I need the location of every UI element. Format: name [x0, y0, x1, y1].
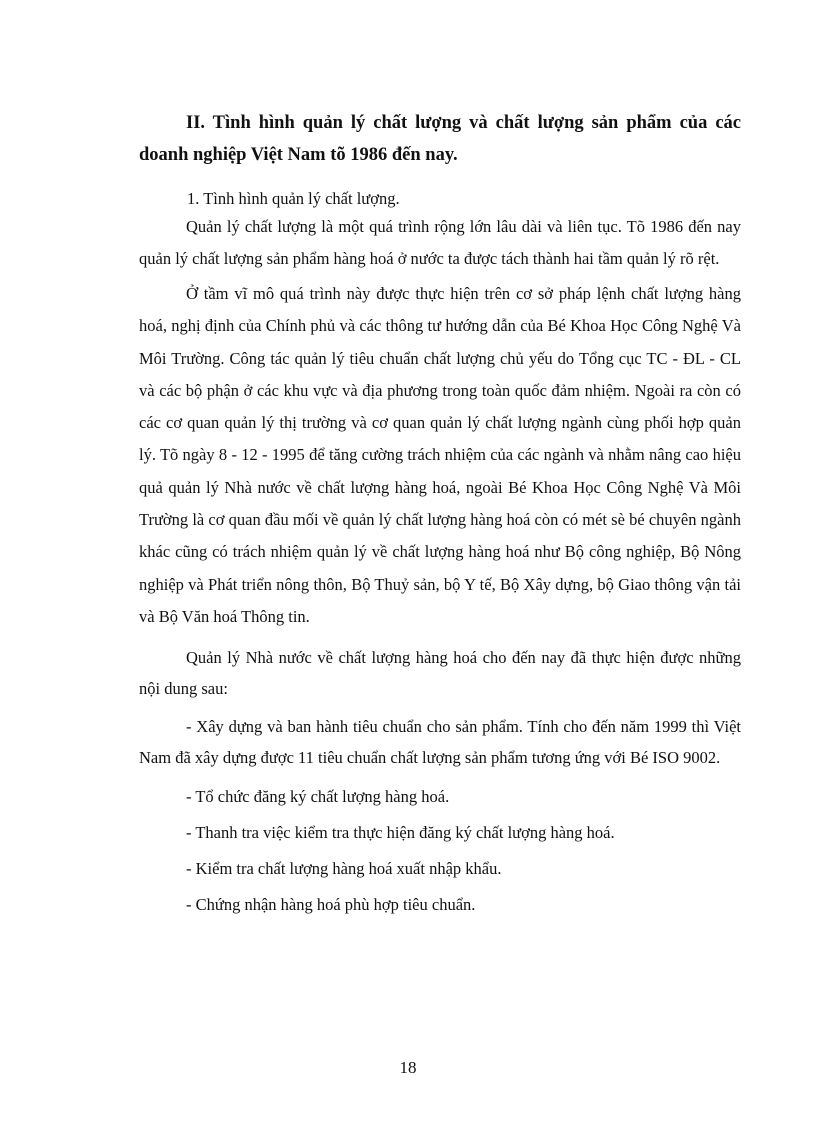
paragraph-state-management: Quản lý Nhà nước về chất lượng hàng hoá cho đến nay đã thực hiện được những nội dung sau:: [139, 648, 741, 699]
list-item-registration: - Tổ chức đăng ký chất lượng hàng hoá.: [186, 787, 450, 807]
list-item-certification: - Chứng nhận hàng hoá phù hợp tiêu chuẩn.: [186, 895, 476, 915]
section-heading: II. Tình hình quản lý chất lượng và chất lượng sản phẩm của các doanh nghiệp Việt Nam tõ 1986 đến nay.: [139, 113, 741, 165]
paragraph-intro: Quản lý chất lượng là một quá trình rộng lớn lâu dài và liên tục. Tõ 1986 đến nay quản lý chất lượng sản phẩm hàng hoá ở nước ta được tách thành hai tầm quản lý rõ rệt.: [139, 217, 741, 268]
list-item-standards: - Xây dựng và ban hành tiêu chuẩn cho sản phẩm. Tính cho đến năm 1999 thì Việt Nam đã xây dựng được 11 tiêu chuẩn chất lượng sản phẩm tương ứng với Bé ISO 9002.: [139, 717, 741, 768]
paragraph-macro-level: Ở tầm vĩ mô quá trình này được thực hiện trên cơ sở pháp lệnh chất lượng hàng hoá, nghị định của Chính phủ và các thông tư hướng dẫn của Bé Khoa Học Công Nghệ Và Môi Trường. Công tác quản lý tiêu chuẩn chất lượng chủ yếu do Tổng cục TC - ĐL - CL và các bộ phận ở các khu vực và địa phương trong toàn quốc đảm nhiệm. Ngoài ra còn có các cơ quan quản lý thị trường và cơ quan quản lý chất lượng ngành cùng phối hợp quản lý. Tõ ngày 8 - 12 - 1995 để tăng cường trách nhiệm của các ngành và nhằm nâng cao hiệu quả quản lý Nhà nước về chất lượng hàng hoá, ngoài Bé Khoa Học Công Nghệ Và Môi Trường là cơ quan đầu mối về quản lý chất lượng hàng hoá còn có mét sè bé chuyên ngành khác cũng có trách nhiệm quản lý về chất lượng hàng hoá như Bộ công nghiệp, Bộ Nông nghiệp và Phát triển nông thôn, Bộ Thuỷ sản, bộ Y tế, Bộ Xây dựng, bộ Giao thông vận tải và Bộ Văn hoá Thông tin.: [139, 284, 741, 626]
list-item-import-export: - Kiểm tra chất lượng hàng hoá xuất nhập khẩu.: [186, 859, 502, 879]
subsection-title: 1. Tình hình quản lý chất lượng.: [187, 189, 400, 208]
list-item-inspection: - Thanh tra việc kiểm tra thực hiện đăng ký chất lượng hàng hoá.: [186, 823, 615, 843]
body-text: [139, 211, 741, 925]
page-number: 18: [399, 1058, 417, 1077]
